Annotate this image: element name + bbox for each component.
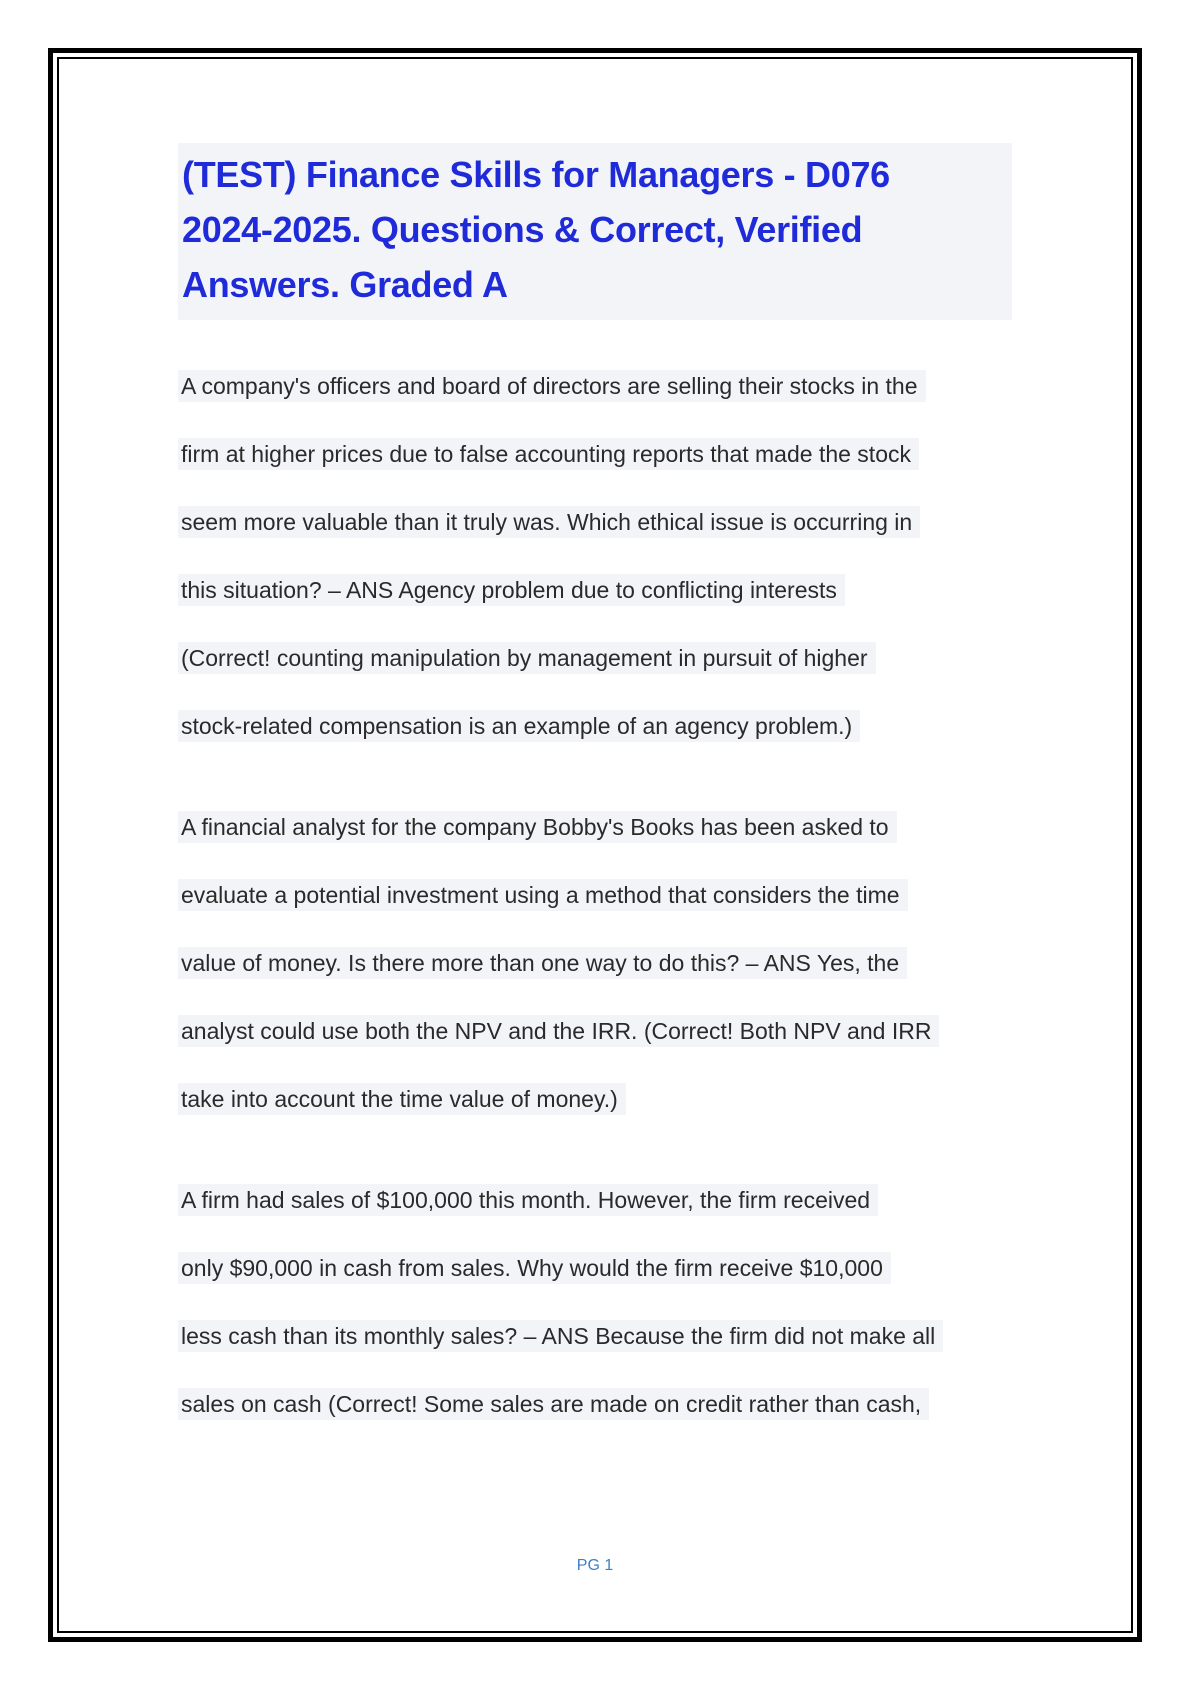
qa-line: evaluate a potential investment using a method that considers the time xyxy=(178,879,908,911)
document-content xyxy=(178,143,1018,1420)
qa-line: value of money. Is there more than one way to do this? – ANS Yes, the xyxy=(178,947,907,979)
qa-line: analyst could use both the NPV and the IRR. (Correct! Both NPV and IRR xyxy=(178,1015,939,1047)
qa-line: A financial analyst for the company Bobby's Books has been asked to xyxy=(178,811,897,843)
qa-item xyxy=(178,811,1018,1115)
page-number: PG 1 xyxy=(576,1557,614,1574)
qa-item xyxy=(178,1184,1018,1420)
qa-line: seem more valuable than it truly was. Which ethical issue is occurring in xyxy=(178,506,920,538)
title-line: (TEST) Finance Skills for Managers - D076 xyxy=(182,154,890,195)
qa-line: only $90,000 in cash from sales. Why would the firm receive $10,000 xyxy=(178,1252,891,1284)
title-box xyxy=(178,143,1012,320)
qa-line: take into account the time value of money.) xyxy=(178,1083,626,1115)
qa-line: A company's officers and board of directors are selling their stocks in the xyxy=(178,370,926,402)
qa-line: this situation? – ANS Agency problem due to conflicting interests xyxy=(178,574,845,606)
document-title xyxy=(182,147,1012,312)
qa-line: less cash than its monthly sales? – ANS Because the firm did not make all xyxy=(178,1320,943,1352)
qa-line: (Correct! counting manipulation by management in pursuit of higher xyxy=(178,642,876,674)
qa-line: A firm had sales of $100,000 this month. However, the firm received xyxy=(178,1184,878,1216)
qa-line: stock-related compensation is an example of an agency problem.) xyxy=(178,710,860,742)
qa-line: sales on cash (Correct! Some sales are made on credit rather than cash, xyxy=(178,1388,929,1420)
qa-line: firm at higher prices due to false accounting reports that made the stock xyxy=(178,438,919,470)
title-line: 2024-2025. Questions & Correct, Verified xyxy=(182,209,863,250)
title-line: Answers. Graded A xyxy=(182,264,508,305)
qa-item xyxy=(178,370,1018,742)
